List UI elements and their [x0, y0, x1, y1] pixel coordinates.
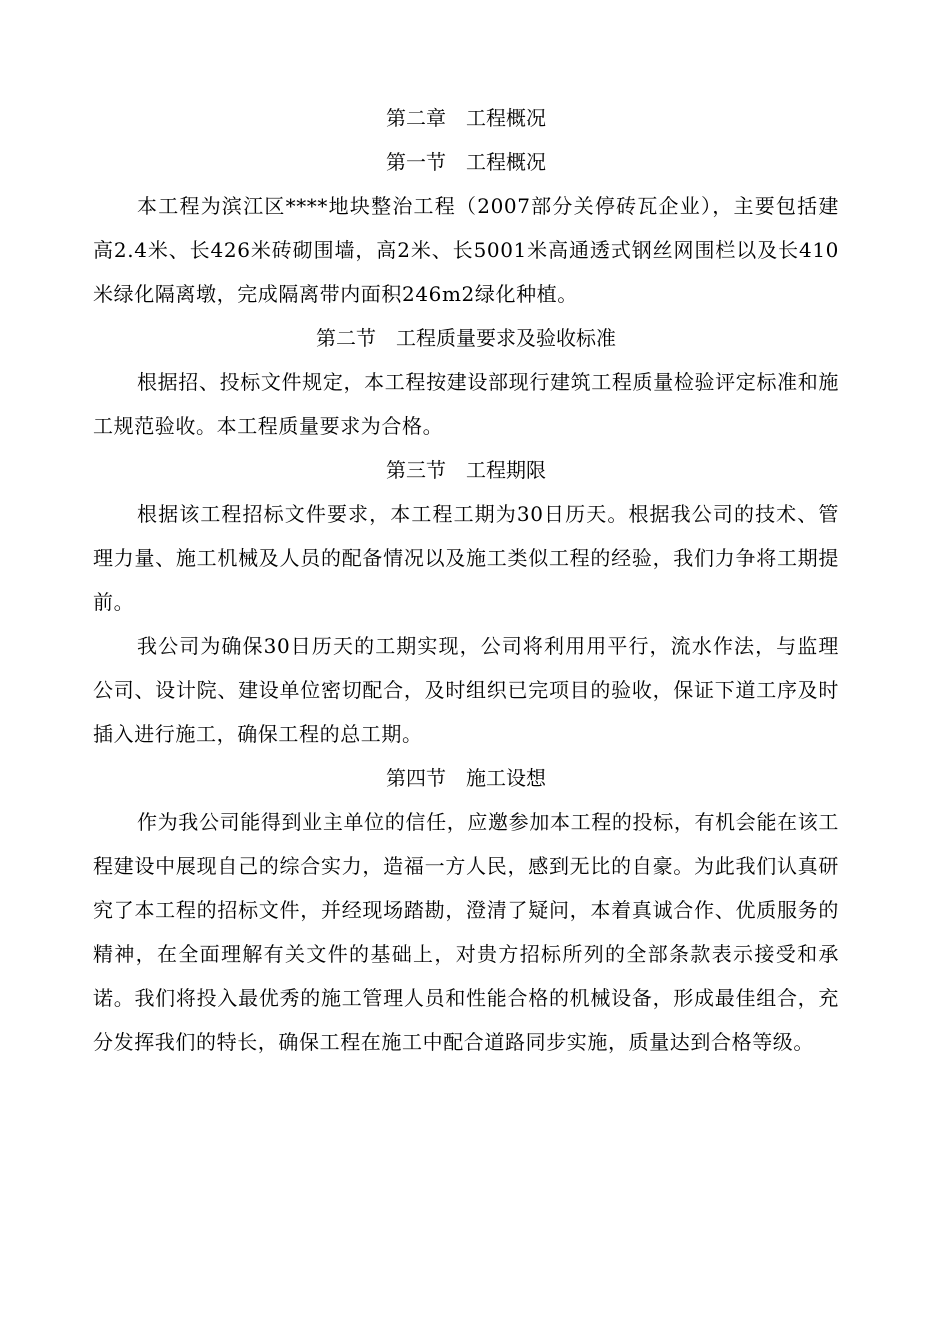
section-title-3: 第三节 工程期限 [386, 458, 546, 482]
section-title-1: 第一节 工程概况 [386, 150, 546, 174]
section-title-2: 第二节 工程质量要求及验收标准 [316, 326, 616, 350]
document-body [93, 96, 839, 1064]
section-4-paragraph-1: 作为我公司能得到业主单位的信任，应邀参加本工程的投标，有机会能在该工程建设中展现自己的综合实力，造福一方人民，感到无比的自豪。为此我们认真研究了本工程的招标文件，并经现场踏勘，澄清了疑问，本着真诚合作、优质服务的精神，在全面理解有关文件的基础上，对贵方招标所列的全部条款表示接受和承诺。我们将投入最优秀的施工管理人员和性能合格的机械设备，形成最佳组合，充分发挥我们的特长，确保工程在施工中配合道路同步实施，质量达到合格等级。 [93, 810, 839, 1054]
section-3-paragraph-2: 我公司为确保30日历天的工期实现，公司将利用用平行，流水作法，与监理公司、设计院、建设单位密切配合，及时组织已完项目的验收，保证下道工序及时插入进行施工，确保工程的总工期。 [93, 634, 839, 746]
chapter-title: 第二章 工程概况 [386, 106, 546, 130]
section-3-paragraph-1: 根据该工程招标文件要求，本工程工期为30日历天。根据我公司的技术、管理力量、施工机械及人员的配备情况以及施工类似工程的经验，我们力争将工期提前。 [93, 502, 839, 614]
section-1-paragraph-1: 本工程为滨江区****地块整治工程（2007部分关停砖瓦企业），主要包括建高2.4米、长426米砖砌围墙，高2米、长5001米高通透式钢丝网围栏以及长410米绿化隔离墩，完成隔离带内面积246m2绿化种植。 [93, 194, 839, 306]
section-2-paragraph-1: 根据招、投标文件规定，本工程按建设部现行建筑工程质量检验评定标准和施工规范验收。本工程质量要求为合格。 [93, 370, 839, 438]
section-title-4: 第四节 施工设想 [386, 766, 546, 790]
